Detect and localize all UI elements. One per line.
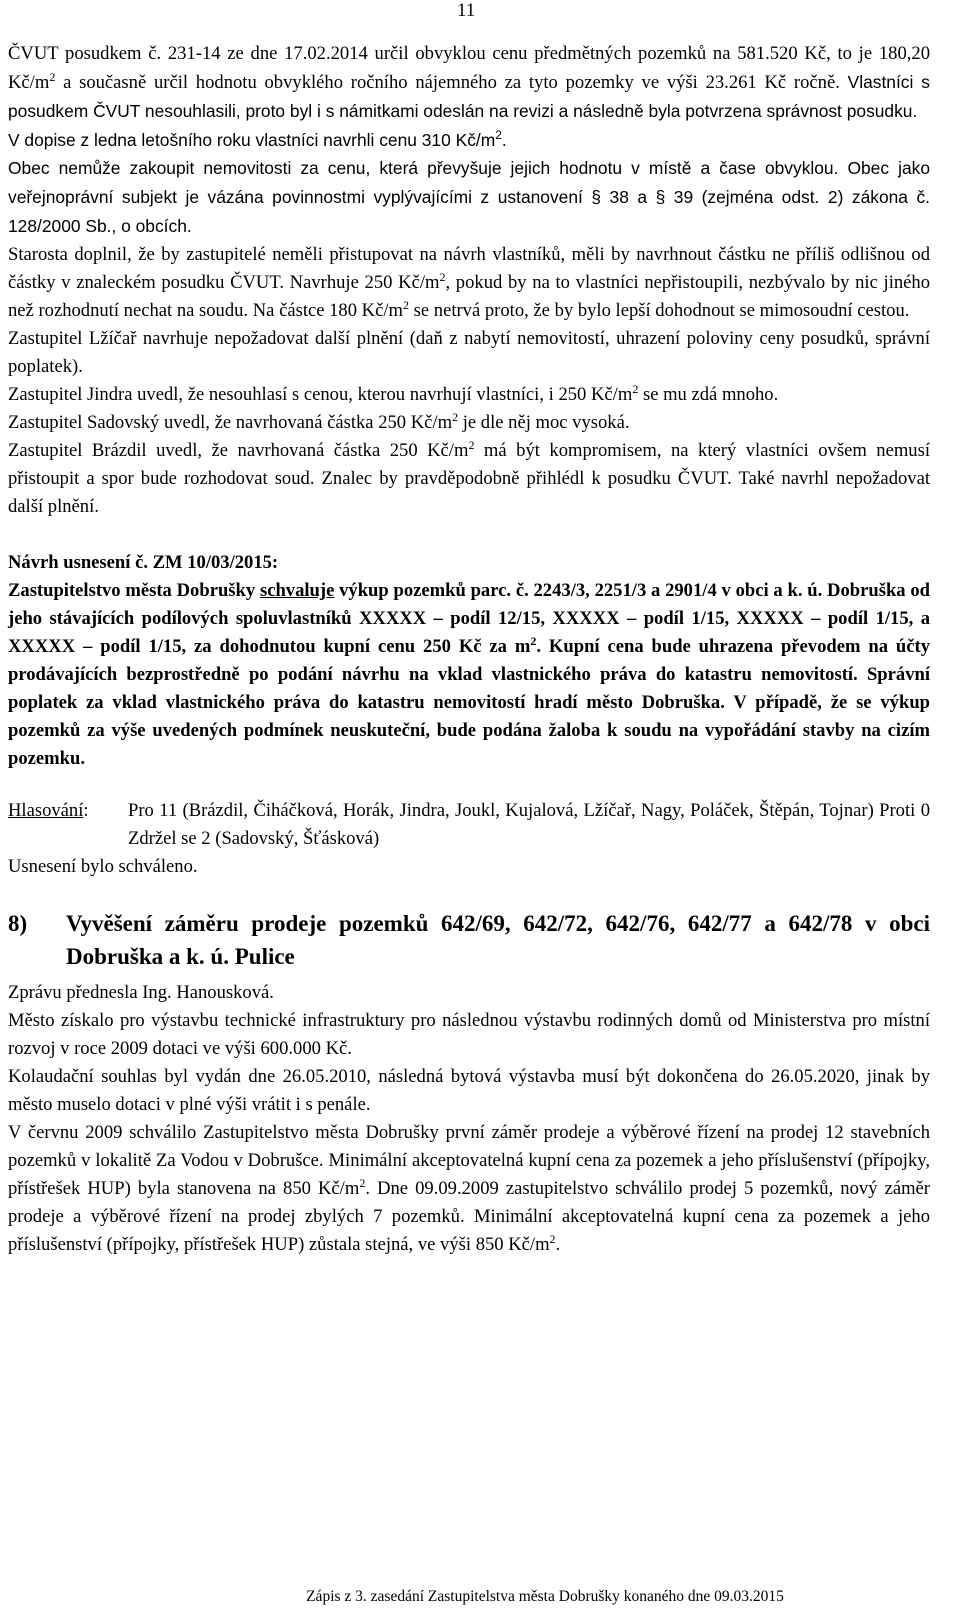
section-number: 8) <box>8 911 28 936</box>
paragraph-mayor: Starosta doplnil, že by zastupitelé neměli přistupovat na návrh vlastníků, měli by navrhnout částku ne příliš odlišnou od částky v znaleckém posudku ČVUT. Navrhuje 250 $Kč/m^2$, pokud by na to vlastníci nepřistoupili, nezbývalo by nic jiného než rozhodnutí nechat na soudu. Na částce 180 $Kč/m^2$ se netrvá proto, že by bylo lepší dohodnout se mimosoudní cestou. <box>8 244 930 321</box>
section-heading <box>8 907 930 973</box>
voting-results: Pro 11 (Brázdil, Čiháčková, Horák, Jindra, Joukl, Kujalová, Lžíčař, Nagy, Poláček, Štěpán, Tojnar) Proti 0 Zdržel se 2 (Sadovský, Šťásková) <box>128 800 930 849</box>
resolution-outcome: Usnesení bylo schváleno. <box>8 856 198 877</box>
paragraph-municipality-limits: Obec nemůže zakoupit nemovitosti za cenu, která převyšuje jejich hodnotu v místě a čase obvyklou. Obec jako veřejnoprávní subjekt je vázána povinnostmi vyplývajícími z ustanovení § 38 a § 39 (zejména odst. 2) zákona č. 128/2000 Sb., o obcích. <box>8 158 931 236</box>
paragraph-approval: Kolaudační souhlas byl vydán dne 26.05.2010, následná bytová výstavba musí být dokončena do 26.05.2020, jinak by město muselo dotaci v plné výši vrátit i s penále. <box>8 1066 930 1115</box>
section-title: Vyvěšení záměru prodeje pozemků 642/69, 642/72, 642/76, 642/77 a 642/78 v obci Dobruška a k. ú. Pulice <box>66 911 930 969</box>
paragraph-sale-history: V červnu 2009 schválilo Zastupitelstvo města Dobrušky první záměr prodeje a výběrové řízení na prodej 12 stavebních pozemků v lokalitě Za Vodou v Dobrušce. Minimální akceptovatelná kupní cena za pozemek a jeho příslušenství (přípojky, přístřešek HUP) byla stanovena na 850 $Kč/m^2$. Dne 09.09.2009 zastupitelstvo schválilo prodej 5 pozemků, nový záměr prodeje a výběrové řízení na prodej zbylých 7 pozemků. Minimální akceptovatelná kupní cena za pozemek a jeho příslušenství (přípojky, přístřešek HUP) zůstala stejná, ve výši 850 $Kč/m^2$. <box>8 1122 930 1255</box>
paragraph-lzicar: Zastupitel Lžíčař navrhuje nepožadovat další plnění (daň z nabytí nemovitostí, uhrazení poloviny ceny posudků, správní poplatek). <box>8 328 930 377</box>
paragraph-brazdil: Zastupitel Brázdil uvedl, že navrhovaná částka 250 $Kč/m^2$ má být kompromisem, na který vlastníci ovšem nemusí přistoupit a spor bude rozhodovat soud. Znalec by pravděpodobně přihlédl k posudku ČVUT. Také navrhl nepožadovat další plnění. <box>8 438 930 517</box>
paragraph-subsidy: Město získalo pro výstavbu technické infrastruktury pro následnou výstavbu rodinných domů od Ministerstva pro místní rozvoj v roce 2009 dotaci ve výši 600.000 Kč. <box>8 1010 930 1059</box>
presenter-line: Zprávu přednesla Ing. Hanousková. <box>8 982 274 1003</box>
resolution-verb: schvaluje <box>259 580 335 601</box>
voting-label: Hlasování <box>8 800 84 821</box>
voting-record: Hlasování: Pro 11 (Brázdil, Čiháčková, Horák, Jindra, Joukl, Kujalová, Lžíčař, Nagy, Poláček, Štěpán, Tojnar) Proti 0 Zdržel se 2 (Sadovský, Šťásková) <box>8 797 930 853</box>
resolution-title: Návrh usnesení č. ZM 10/03/2015: <box>8 552 279 573</box>
page-number: 11 <box>457 0 476 21</box>
document-body <box>8 40 930 1259</box>
paragraph-sadovsky: Zastupitel Sadovský uvedl, že navrhovaná částka 250 $Kč/m^2$ je dle něj moc vysoká. <box>8 410 630 433</box>
paragraph-cvut-valuation: ČVUT posudkem č. 231-14 ze dne 17.02.2014 určil obvyklou cenu předmětných pozemků na 581.520 Kč, to je 180,20 $Kč/m^2$ a současně určil hodnotu obvyklého ročního nájemného za tyto pozemky ve výši 23.261 Kč ročně. Vlastníci s posudkem ČVUT nesouhlasili, proto byl i s námitkami odeslán na revizi a následně byla potvrzena správnost posudku. <box>8 43 930 121</box>
paragraph-owners-proposal: V dopise z ledna letošního roku vlastníci navrhli cenu 310 $Kč/m^2$. <box>8 128 507 150</box>
paragraph-jindra: Zastupitel Jindra uvedl, že nesouhlasí s cenou, kterou navrhují vlastníci, i 250 $Kč/m^2$ se mu zdá mnoho. <box>8 382 779 405</box>
resolution-text: Zastupitelstvo města Dobrušky schvaluje výkup pozemků parc. č. 2243/3, 2251/3 a 2901/4 v obci a k. ú. Dobruška od jeho stávajících podílových spoluvlastníků XXXXX – podíl 12/15, XXXXX – podíl 1/15, XXXXX – podíl 1/15, a XXXXX – podíl 1/15, za dohodnutou kupní cenu 250 Kč za $m^2$. Kupní cena bude uhrazena převodem na účty prodávajících bezprostředně po podání návrhu na vklad vlastnického práva do katastru nemovitostí. Správní poplatek za vklad vlastnického práva do katastru nemovitostí hradí město Dobruška. V případě, že se výkup pozemků za výše uvedených podmínek neuskuteční, bude podána žaloba k soudu na vypořádání stavby na cizím pozemku. <box>8 580 930 769</box>
page-footer: Zápis z 3. zasedání Zastupitelstva města Dobrušky konaného dne 09.03.2015 <box>306 1588 784 1605</box>
